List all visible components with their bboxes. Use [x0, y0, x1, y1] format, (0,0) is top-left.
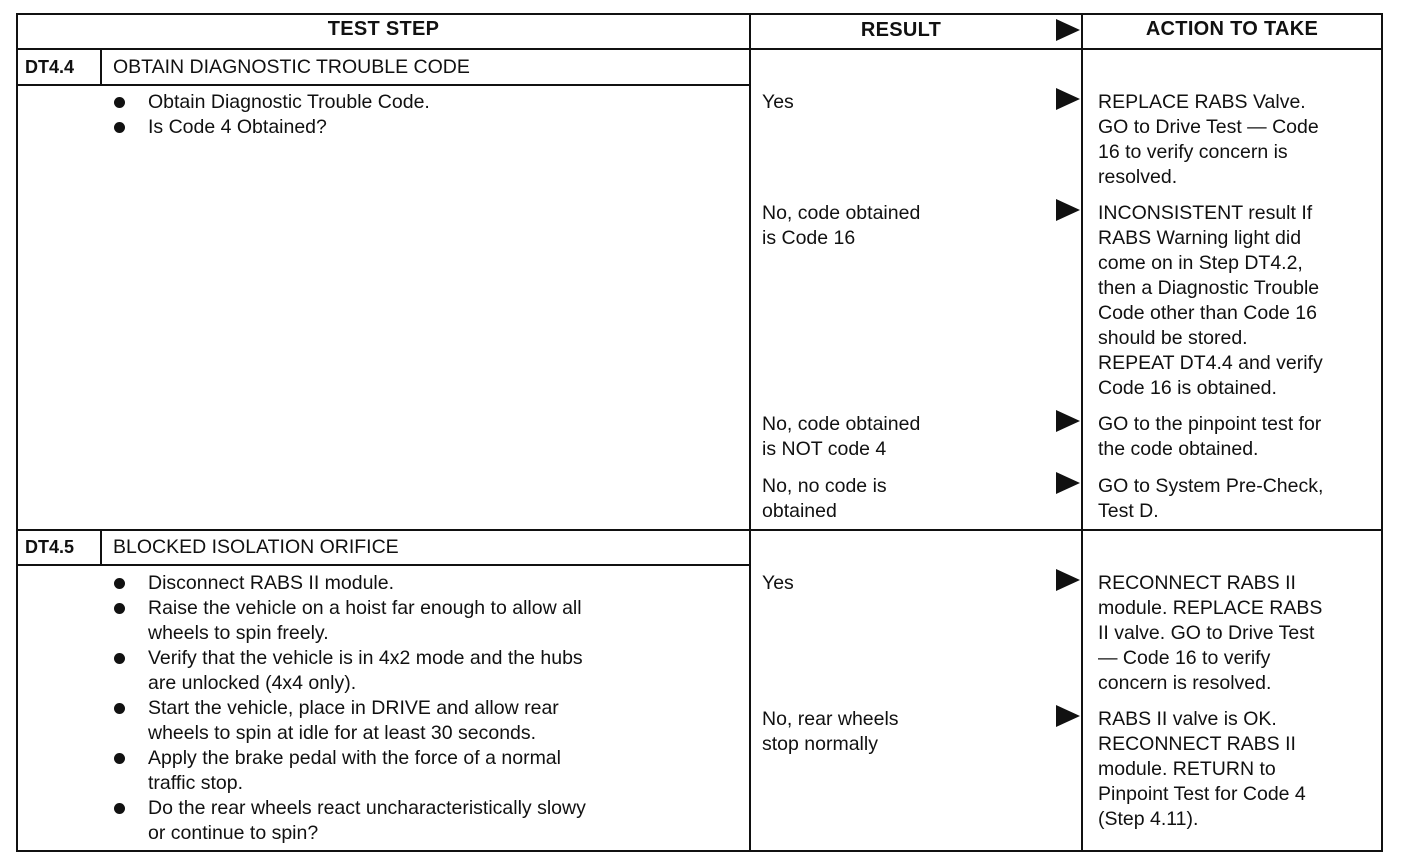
- dt45-result-yes: Yes: [762, 572, 794, 594]
- arrow-icon: [1056, 472, 1080, 494]
- dt45-code: DT4.5: [25, 537, 75, 557]
- dt45-title: BLOCKED ISOLATION ORIFICE: [113, 536, 399, 558]
- dt45-title-bottom-border: [16, 564, 751, 566]
- dt44-result-yes: Yes: [762, 91, 794, 113]
- table-right-border: [1381, 13, 1383, 852]
- header-test-step: TEST STEP: [327, 18, 440, 40]
- table-left-border: [16, 13, 18, 852]
- dt45-action-normal: RABS II valve is OK. RECONNECT RABS II module. RETURN to Pinpoint Test for Code 4 (Step 4.11).: [1098, 708, 1306, 830]
- bullet-icon: [114, 803, 125, 814]
- dt44-title-bottom-border: [16, 84, 751, 86]
- dt44-action-not4: GO to the pinpoint test for the code obtained.: [1098, 413, 1322, 460]
- bullet-icon: [114, 703, 125, 714]
- dt44-bullet-list: [114, 90, 430, 140]
- bullet-icon: [114, 97, 125, 108]
- dt44-result-nocode: No, no code is obtained: [762, 475, 887, 522]
- header-bottom-border: [16, 48, 1383, 50]
- list-item: Apply the brake pedal with the force of a normal traffic stop.: [114, 746, 586, 796]
- dt44-action-code16: INCONSISTENT result If RABS Warning light did come on in Step DT4.2, then a Diagnostic Trouble Code other than Code 16 should be stored. REPEAT DT4.4 and verify Code 16 is obtained.: [1098, 202, 1323, 399]
- dt44-result-code16: No, code obtained is Code 16: [762, 202, 921, 249]
- dt44-action-nocode: GO to System Pre-Check, Test D.: [1098, 475, 1324, 522]
- arrow-icon: [1056, 569, 1080, 591]
- arrow-icon: [1056, 88, 1080, 110]
- dt44-code: DT4.4: [25, 57, 75, 77]
- dt44-code-divider: [100, 48, 102, 86]
- bullet-icon: [114, 653, 125, 664]
- test-step-right-border: [749, 13, 751, 852]
- bullet-icon: [114, 122, 125, 133]
- list-item: Disconnect RABS II module.: [114, 571, 586, 596]
- dt44-result-not4: No, code obtained is NOT code 4: [762, 413, 921, 460]
- table-top-border: [16, 13, 1383, 15]
- dt45-action-yes: RECONNECT RABS II module. REPLACE RABS II valve. GO to Drive Test — Code 16 to verify concern is resolved.: [1098, 572, 1323, 694]
- list-item: Obtain Diagnostic Trouble Code.: [114, 90, 430, 115]
- table-bottom-border: [16, 850, 1383, 852]
- dt45-bullet-list: [114, 571, 586, 846]
- list-item: Start the vehicle, place in DRIVE and allow rear wheels to spin at idle for at least 30 seconds.: [114, 696, 586, 746]
- section-divider: [16, 529, 1383, 531]
- bullet-icon: [114, 578, 125, 589]
- arrow-icon: [1056, 199, 1080, 221]
- result-right-border: [1081, 13, 1083, 852]
- arrow-icon: [1056, 705, 1080, 727]
- list-item: Do the rear wheels react uncharacteristically slowy or continue to spin?: [114, 796, 586, 846]
- bullet-icon: [114, 753, 125, 764]
- dt45-result-normal: No, rear wheels stop normally: [762, 708, 899, 755]
- dt44-title: OBTAIN DIAGNOSTIC TROUBLE CODE: [113, 56, 470, 78]
- header-action: ACTION TO TAKE: [1145, 18, 1319, 40]
- dt45-code-divider: [100, 529, 102, 566]
- header-arrow-icon: [1056, 19, 1080, 41]
- arrow-icon: [1056, 410, 1080, 432]
- dt44-action-yes: REPLACE RABS Valve. GO to Drive Test — Code 16 to verify concern is resolved.: [1098, 91, 1319, 188]
- bullet-icon: [114, 603, 125, 614]
- list-item: Is Code 4 Obtained?: [114, 115, 430, 140]
- list-item: Verify that the vehicle is in 4x2 mode and the hubs are unlocked (4x4 only).: [114, 646, 586, 696]
- header-result: RESULT: [860, 19, 942, 41]
- list-item: Raise the vehicle on a hoist far enough to allow all wheels to spin freely.: [114, 596, 586, 646]
